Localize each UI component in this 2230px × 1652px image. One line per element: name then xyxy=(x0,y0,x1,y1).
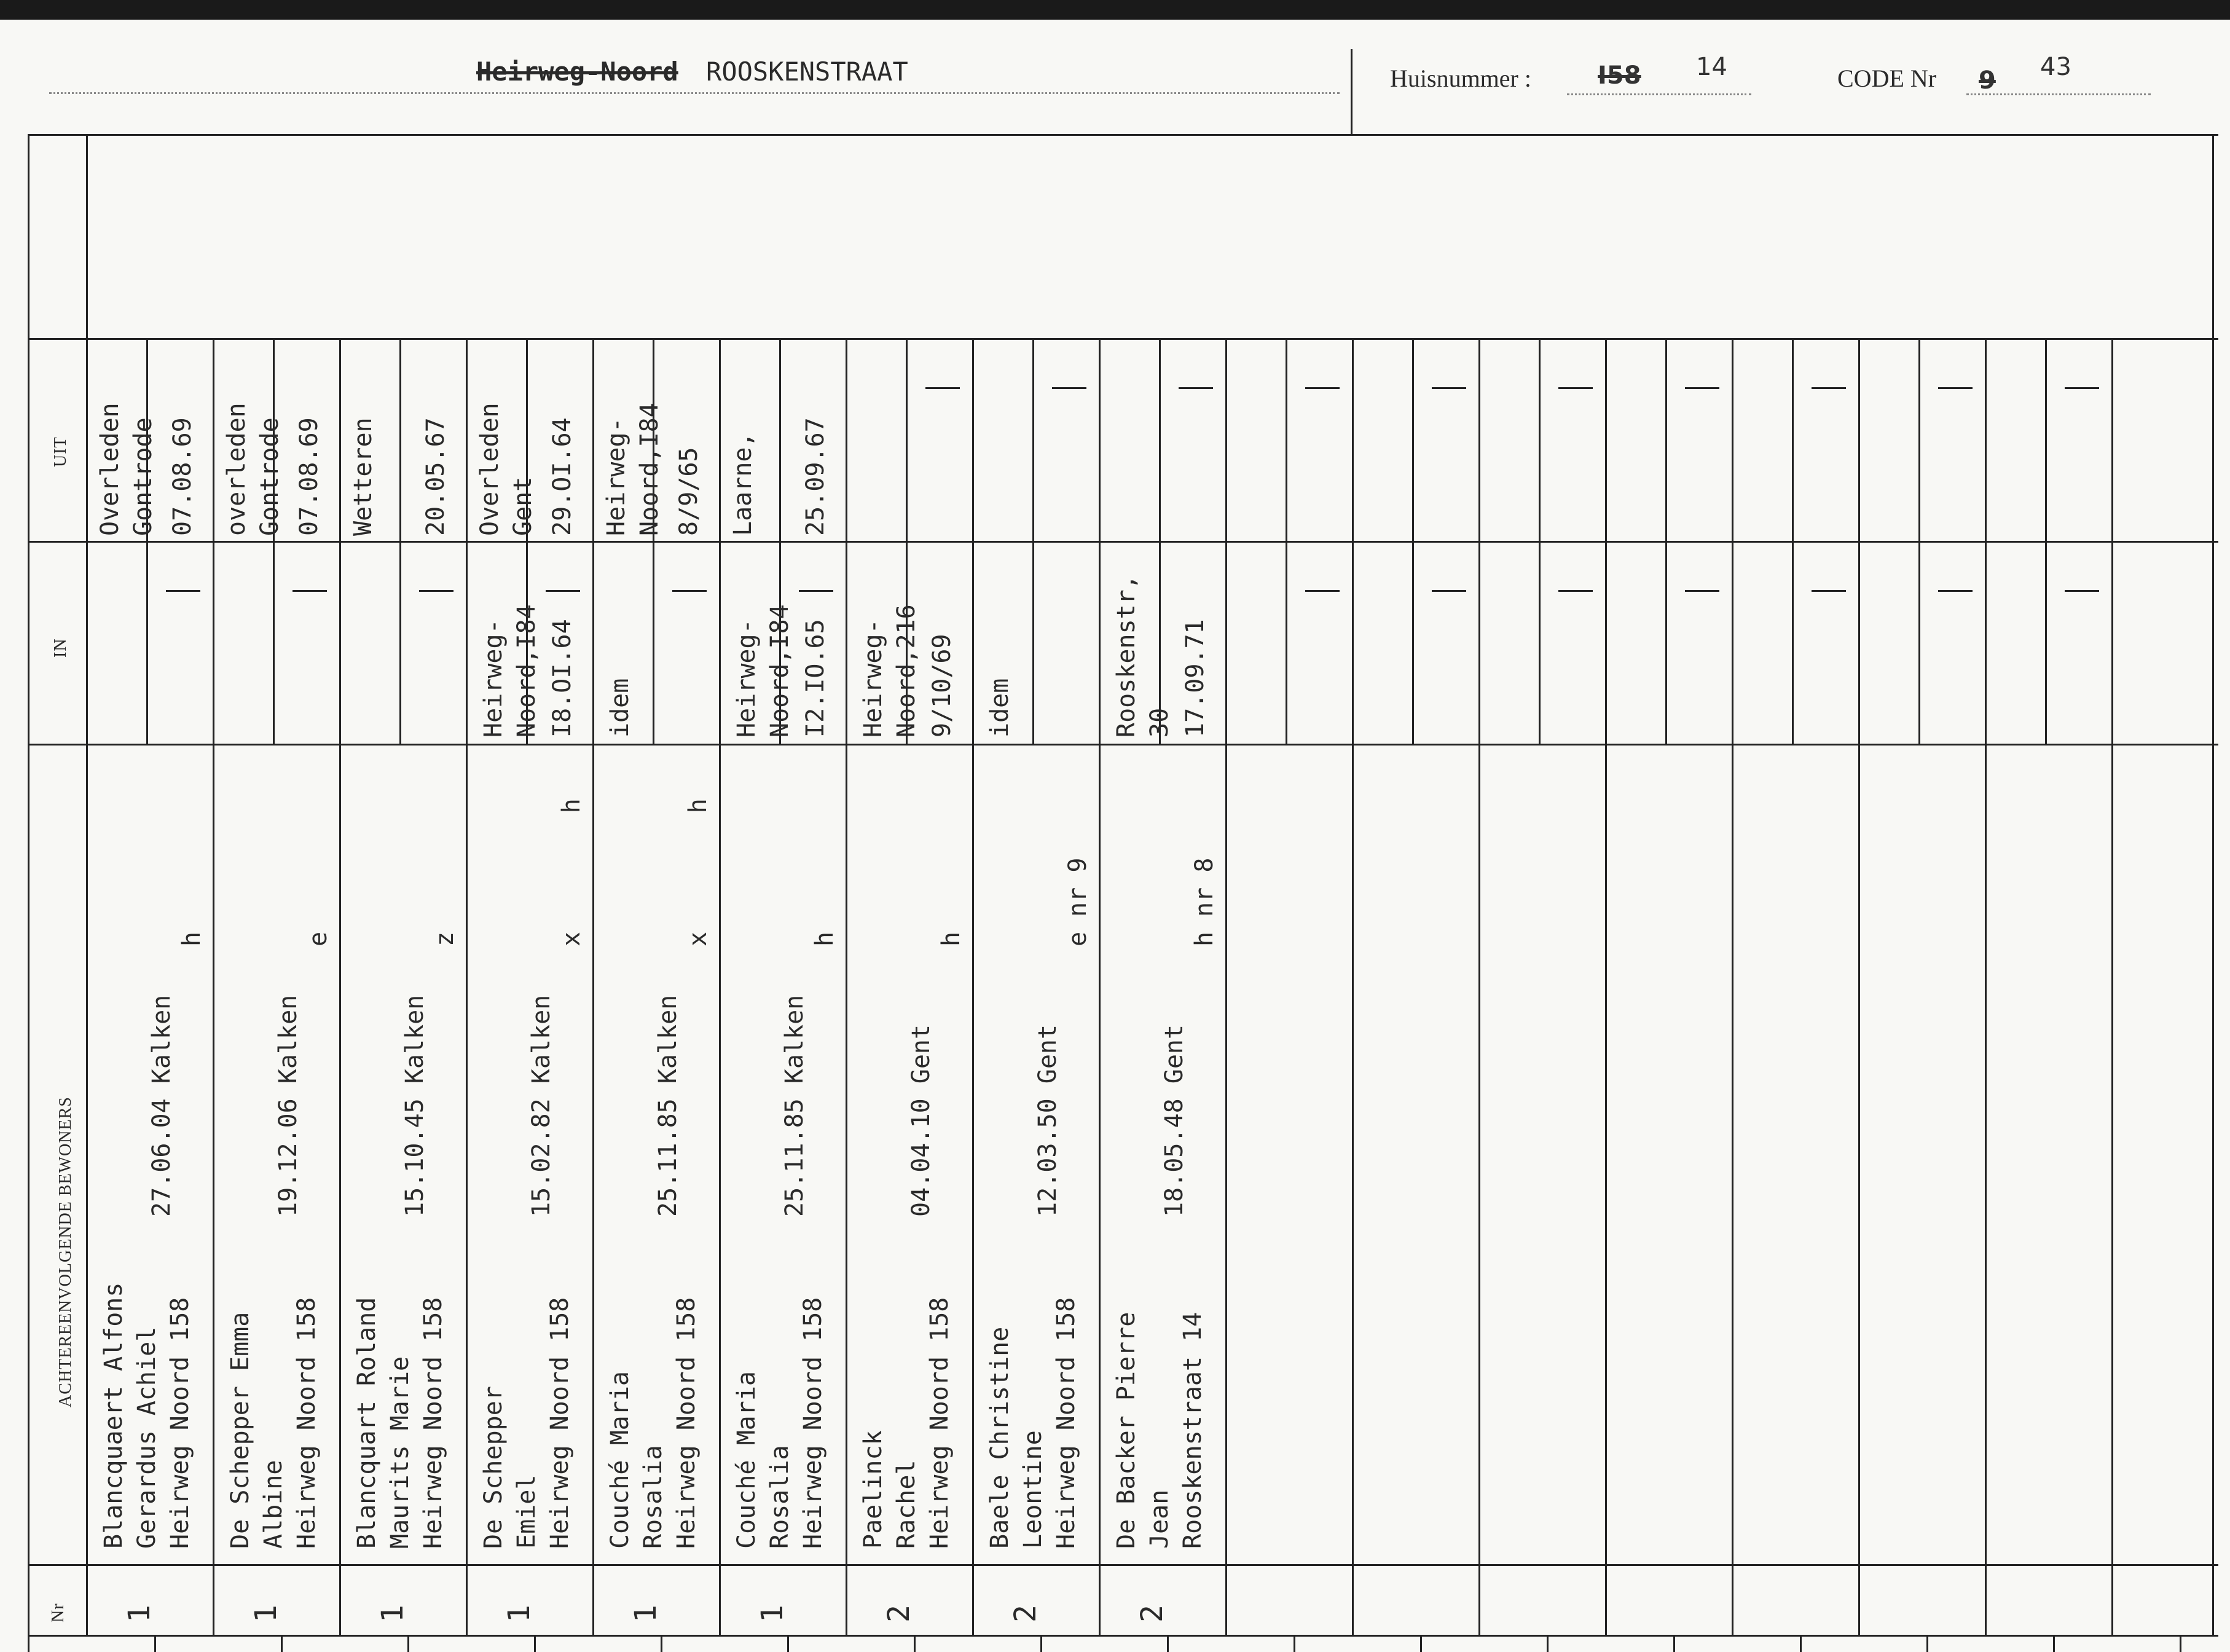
resident-name-line: Baele Christine xyxy=(986,1326,1014,1549)
birth-date-place: 19.12.06 Kalken xyxy=(274,994,302,1217)
in-date: 9/10/69 xyxy=(928,634,956,738)
bottom-tick xyxy=(1420,1635,1422,1652)
resident-name-line: Rooskenstraat 14 xyxy=(1179,1312,1207,1549)
register-mark: x h xyxy=(684,798,712,946)
code-new: 43 xyxy=(2040,53,2071,81)
bottom-tick xyxy=(661,1635,662,1652)
code-label: CODE Nr xyxy=(1837,65,1937,92)
resident-name-line: Heirweg Noord 158 xyxy=(925,1297,954,1549)
in-dash xyxy=(292,590,327,592)
register-mark: h nr 8 xyxy=(1190,857,1219,946)
bottom-tick xyxy=(407,1635,409,1652)
resident-name-line: Heirweg Noord 158 xyxy=(166,1297,194,1549)
birth-date-place: 15.10.45 Kalken xyxy=(401,994,429,1217)
empty-out-dash xyxy=(1305,387,1340,389)
row-nr: 1 xyxy=(755,1605,790,1622)
bottom-tick xyxy=(154,1635,156,1652)
resident-name-line: Blancquart Roland xyxy=(353,1297,381,1549)
empty-out-dash xyxy=(2065,387,2099,389)
column-divider xyxy=(466,338,468,1635)
column-divider xyxy=(339,338,341,1635)
resident-name-line: Paelinck xyxy=(859,1430,887,1549)
sub-divider xyxy=(399,338,401,744)
out-date: 25.09.67 xyxy=(801,417,830,536)
uit-in-divider xyxy=(28,541,2218,543)
resident-name-line: Heirweg Noord 158 xyxy=(672,1297,701,1549)
out-date: 07.08.69 xyxy=(295,417,323,536)
birth-date-place: 12.03.50 Gent xyxy=(1034,1024,1062,1217)
column-divider xyxy=(1478,338,1480,1635)
in-residents-divider xyxy=(28,744,2218,745)
column-divider xyxy=(1858,338,1860,1635)
bottom-tick xyxy=(914,1635,916,1652)
column-divider xyxy=(1225,338,1227,1635)
empty-in-dash xyxy=(2065,590,2099,592)
out-date: 29.OI.64 xyxy=(548,417,576,536)
frame-left xyxy=(28,134,29,1637)
house-number-new: 14 xyxy=(1696,53,1727,81)
sub-divider xyxy=(1412,338,1414,744)
column-divider xyxy=(719,338,721,1635)
column-divider xyxy=(2111,338,2113,1635)
bottom-tick xyxy=(1040,1635,1042,1652)
out-place: Overleden Gontrode xyxy=(96,403,157,536)
sub-divider xyxy=(1792,338,1794,744)
empty-in-dash xyxy=(1938,590,1973,592)
sub-divider xyxy=(1286,338,1287,744)
bottom-tick xyxy=(1547,1635,1549,1652)
code-old: 9 xyxy=(1979,66,1996,95)
empty-out-dash xyxy=(1558,387,1593,389)
register-mark: e xyxy=(304,931,332,946)
birth-date-place: 25.11.85 Kalken xyxy=(780,994,809,1217)
bottom-tick xyxy=(1800,1635,1802,1652)
row-nr: 1 xyxy=(249,1605,283,1622)
column-divider xyxy=(1099,338,1101,1635)
resident-name-line: Leontine xyxy=(1019,1430,1047,1549)
bottom-tick xyxy=(1294,1635,1295,1652)
resident-name-line: Maurits Marie xyxy=(386,1356,414,1549)
birth-date-place: 25.11.85 Kalken xyxy=(654,994,682,1217)
resident-name-line: Heirweg Noord 158 xyxy=(1052,1297,1080,1549)
resident-name-line: Heirweg Noord 158 xyxy=(799,1297,827,1549)
birth-date-place: 18.05.48 Gent xyxy=(1160,1024,1188,1217)
bottom-tick xyxy=(787,1635,789,1652)
column-divider xyxy=(1605,338,1607,1635)
resident-name-line: Albine xyxy=(259,1460,288,1549)
in-place: Heirweg- Noord,I84 xyxy=(732,604,794,738)
street-dotted-line xyxy=(49,92,1340,94)
out-place: Laarne, xyxy=(729,432,757,536)
resident-name-line: Gerardus Achiel xyxy=(133,1326,161,1549)
in-place: Heirweg- Noord,I84 xyxy=(479,604,541,738)
bottom-tick xyxy=(2180,1635,2181,1652)
resident-name-line: Heirweg Noord 158 xyxy=(546,1297,574,1549)
sub-divider xyxy=(1665,338,1667,744)
resident-name-line: De Schepper xyxy=(479,1386,508,1549)
out-place: Wetteren xyxy=(349,417,377,536)
column-divider xyxy=(592,338,594,1635)
register-mark: h xyxy=(937,931,965,946)
section-label-residents: ACHTEREENVOLGENDE BEWONERS xyxy=(56,1096,75,1407)
in-dash xyxy=(672,590,707,592)
street-old: Heirweg-Noord xyxy=(476,57,678,87)
row-nr: 1 xyxy=(629,1605,663,1622)
column-divider xyxy=(213,338,214,1635)
resident-name-line: Emiel xyxy=(512,1474,541,1549)
resident-name-line: Rosalia xyxy=(766,1445,794,1549)
house-number-dots xyxy=(1567,93,1751,95)
row-nr: 2 xyxy=(882,1605,916,1622)
empty-out-dash xyxy=(1432,387,1466,389)
empty-in-dash xyxy=(1685,590,1719,592)
in-date: I2.IO.65 xyxy=(801,619,830,738)
bottom-tick xyxy=(281,1635,283,1652)
register-mark: h xyxy=(811,931,839,946)
in-date: I8.OI.64 xyxy=(548,619,576,738)
empty-out-dash xyxy=(1179,387,1213,389)
out-place: Heirweg- Noord,I84 xyxy=(602,403,664,536)
empty-out-dash xyxy=(1938,387,1973,389)
in-place: Rooskenstr, 30 xyxy=(1112,575,1174,738)
blank-uit-divider xyxy=(28,338,2218,340)
street-header xyxy=(476,57,908,87)
resident-name-line: De Schepper Emma xyxy=(226,1312,254,1549)
register-mark: e nr 9 xyxy=(1064,857,1092,946)
empty-out-dash xyxy=(1052,387,1086,389)
empty-out-dash xyxy=(1685,387,1719,389)
sub-divider xyxy=(653,338,654,744)
sub-divider xyxy=(146,338,148,744)
empty-in-dash xyxy=(1432,590,1466,592)
birth-date-place: 27.06.04 Kalken xyxy=(147,994,176,1217)
bottom-tick xyxy=(2053,1635,2055,1652)
in-dash xyxy=(419,590,453,592)
resident-name-line: Heirweg Noord 158 xyxy=(292,1297,321,1549)
column-divider xyxy=(1352,338,1354,1635)
header-divider xyxy=(1351,49,1353,135)
out-date: 20.05.67 xyxy=(422,417,450,536)
section-label-nr: Nr xyxy=(49,1603,68,1622)
frame-top xyxy=(28,134,2218,136)
in-dash xyxy=(799,590,833,592)
sub-divider xyxy=(1918,338,1920,744)
column-divider xyxy=(1732,338,1733,1635)
resident-name-line: Couché Maria xyxy=(732,1371,761,1549)
house-number-label: Huisnummer : xyxy=(1390,65,1531,92)
house-number-old: I58 xyxy=(1598,61,1641,90)
empty-in-dash xyxy=(1558,590,1593,592)
resident-name-line: De Backer Pierre xyxy=(1112,1312,1141,1549)
sub-divider xyxy=(2045,338,2047,744)
code-dots xyxy=(1966,93,2151,95)
section-label-in: IN xyxy=(51,638,70,658)
register-mark: x h xyxy=(557,798,586,946)
row-nr: 1 xyxy=(502,1605,536,1622)
section-label-divider xyxy=(86,134,88,1637)
row-nr: 2 xyxy=(1008,1605,1043,1622)
birth-date-place: 15.02.82 Kalken xyxy=(527,994,556,1217)
row-nr: 1 xyxy=(122,1605,157,1622)
empty-in-dash xyxy=(1812,590,1846,592)
section-label-out: UIT xyxy=(51,436,70,467)
out-date: 8/9/65 xyxy=(675,447,703,536)
sub-divider xyxy=(1539,338,1541,744)
resident-name-line: Couché Maria xyxy=(606,1371,634,1549)
row-nr: 2 xyxy=(1135,1605,1169,1622)
resident-name-line: Rachel xyxy=(892,1460,921,1549)
column-divider xyxy=(1985,338,1987,1635)
row-nr: 1 xyxy=(375,1605,410,1622)
in-dash xyxy=(166,590,200,592)
bottom-tick xyxy=(534,1635,536,1652)
in-date: 17.09.71 xyxy=(1181,619,1209,738)
bottom-tick xyxy=(1673,1635,1675,1652)
resident-name-line: Blancquaert Alfons xyxy=(100,1282,128,1549)
sub-divider xyxy=(1032,338,1034,744)
frame-right xyxy=(2212,134,2214,1637)
resident-name-line: Heirweg Noord 158 xyxy=(419,1297,447,1549)
column-divider xyxy=(846,338,847,1635)
birth-date-place: 04.04.10 Gent xyxy=(907,1024,935,1217)
column-divider xyxy=(972,338,974,1635)
register-mark: z xyxy=(431,931,459,946)
sub-divider xyxy=(273,338,275,744)
bottom-tick xyxy=(28,1635,29,1652)
in-place: idem xyxy=(986,678,1014,738)
empty-out-dash xyxy=(1812,387,1846,389)
in-dash xyxy=(546,590,580,592)
empty-out-dash xyxy=(925,387,960,389)
out-place: overleden Gontrode xyxy=(222,403,284,536)
out-date: 07.08.69 xyxy=(168,417,197,536)
empty-in-dash xyxy=(1305,590,1340,592)
frame-bottom xyxy=(28,1635,2218,1637)
resident-name-line: Jean xyxy=(1145,1489,1174,1549)
register-mark: h xyxy=(178,931,206,946)
street-new: ROOSKENSTRAAT xyxy=(706,57,908,87)
in-place: idem xyxy=(606,678,634,738)
bottom-tick xyxy=(1167,1635,1169,1652)
resident-name-line: Rosalia xyxy=(639,1445,667,1549)
bottom-tick xyxy=(1926,1635,1928,1652)
scan-top-edge xyxy=(0,0,2230,20)
in-place: Heirweg- Noord,216 xyxy=(859,604,921,738)
out-place: Overleden Gent xyxy=(476,403,537,536)
residents-nr-divider xyxy=(28,1564,2218,1566)
